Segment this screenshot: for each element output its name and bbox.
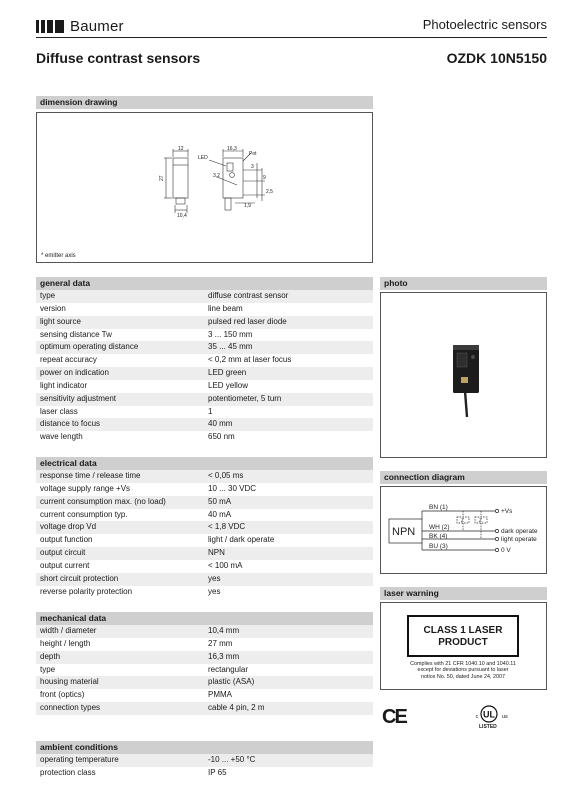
- electrical-data-heading: electrical data: [36, 457, 373, 470]
- terminal-light-operate: light operate: [501, 536, 537, 543]
- ambient-conditions-heading: ambient conditions: [36, 741, 373, 754]
- electrical-data-table: [36, 470, 373, 598]
- dim-width-12: 12: [178, 146, 184, 152]
- dim-9: 9: [263, 175, 266, 181]
- terminal-vs: +Vs: [501, 508, 513, 515]
- dim-3: 3: [251, 164, 254, 170]
- product-category: Photoelectric sensors: [422, 17, 547, 32]
- table-row: power on indication LED green: [36, 367, 373, 380]
- page-header: [36, 16, 547, 38]
- connection-diagram: [381, 487, 546, 573]
- dim-led: LED: [198, 155, 208, 161]
- table-row: optimum operating distance 35 ... 45 mm: [36, 341, 373, 354]
- table-row: protection class IP 65: [40, 767, 227, 777]
- table-row: output current < 100 mA: [40, 560, 243, 570]
- sensor-photo-image: [381, 293, 546, 457]
- table-row: type rectangular: [40, 664, 249, 674]
- table-row: operating temperature -10 ... +50 °C: [36, 754, 373, 767]
- dim-pot: Pot: [249, 151, 257, 157]
- ul-c-text: c: [475, 714, 479, 720]
- laser-class-label: [407, 615, 519, 657]
- brand-name: Baumer: [70, 18, 124, 35]
- ul-us-text: us: [502, 714, 508, 720]
- dim-25: 2,5: [266, 189, 273, 195]
- dimension-heading: dimension drawing: [36, 96, 373, 109]
- brand-logo: [36, 18, 124, 35]
- laser-compliance-note: Complies with 21 CFR 1040.10 and 1040.11 except for deviations pursuant to laser notice No. 50, dated June 24, 2007: [410, 661, 516, 680]
- dim-height-27: 27: [159, 175, 165, 181]
- table-row: wave length 650 nm: [40, 432, 235, 442]
- laser-warning-panel: [380, 602, 547, 690]
- table-row: width / diameter 10,4 mm: [36, 625, 373, 638]
- table-row: laser class 1: [40, 406, 213, 416]
- table-row: light indicator LED yellow: [40, 380, 249, 390]
- connection-diagram-panel: [380, 486, 547, 574]
- laser-warning-heading: laser warning: [380, 587, 547, 600]
- table-row: current consumption max. (no load) 50 mA: [36, 496, 373, 509]
- laser-class-line2: PRODUCT: [438, 637, 488, 648]
- wire-bk: BK (4): [429, 533, 448, 540]
- table-row: distance to focus 40 mm: [36, 418, 373, 431]
- wire-wh: WH (2): [429, 524, 450, 531]
- npn-label: NPN: [392, 526, 416, 538]
- terminal-dark-operate: dark operate: [501, 528, 538, 535]
- dim-19: 1,9: [244, 203, 251, 209]
- photo-heading: photo: [380, 277, 547, 290]
- page-title: Diffuse contrast sensors: [36, 50, 201, 66]
- table-row: [36, 715, 373, 728]
- zener-label: Z: [479, 518, 483, 524]
- table-row: version line beam: [40, 303, 243, 313]
- logo-bars-icon: [36, 20, 64, 33]
- product-code: OZDK 10N5150: [446, 50, 547, 66]
- dim-104: 10,4: [177, 213, 187, 219]
- table-row: repeat accuracy < 0,2 mm at laser focus: [40, 355, 292, 365]
- mechanical-data-heading: mechanical data: [36, 612, 373, 625]
- terminal-0v: 0 V: [501, 547, 511, 554]
- table-row: type diffuse contrast sensor: [36, 290, 373, 303]
- table-row: voltage drop Vd < 1,8 VDC: [36, 521, 373, 534]
- mechanical-data-table: [36, 625, 373, 728]
- zener-label: Z: [461, 518, 465, 524]
- connection-diagram-heading: connection diagram: [380, 471, 547, 484]
- photo-panel: [380, 292, 547, 458]
- table-row: height / length 27 mm: [40, 638, 233, 648]
- ul-core-text: UL: [483, 709, 495, 720]
- ambient-conditions-table: [36, 754, 373, 780]
- table-row: depth 16,3 mm: [36, 651, 373, 664]
- table-row: output circuit NPN: [36, 547, 373, 560]
- ce-mark-icon: CE: [382, 706, 406, 728]
- laser-class-line1: CLASS 1 LASER: [423, 625, 503, 636]
- wire-bn: BN (1): [429, 504, 448, 511]
- table-row: current consumption typ. 40 mA: [40, 509, 232, 519]
- table-row: short circuit protection yes: [36, 573, 373, 586]
- table-row: response time / release time < 0,05 ms: [36, 470, 373, 483]
- dim-depth-163: 16,3: [227, 146, 237, 152]
- table-row: voltage supply range +Vs 10 ... 30 VDC: [40, 483, 257, 493]
- table-row: sensitivity adjustment potentiometer, 5 turn: [36, 393, 373, 406]
- table-row: sensing distance Tw 3 ... 150 mm: [40, 329, 253, 339]
- dim-32: 3,2: [213, 173, 220, 179]
- general-data-heading: general data: [36, 277, 373, 290]
- table-row: connection types cable 4 pin, 2 m: [36, 702, 373, 715]
- table-row: output function light / dark operate: [40, 535, 275, 545]
- dimension-drawing-panel: [36, 112, 373, 263]
- table-row: light source pulsed red laser diode: [36, 316, 373, 329]
- dimension-drawing: [37, 113, 372, 262]
- ul-listed-text: LISTED: [479, 724, 497, 730]
- table-row: front (optics) PMMA: [40, 690, 232, 700]
- emitter-note: * emitter axis: [41, 253, 76, 259]
- general-data-table: [36, 290, 373, 444]
- table-row: housing material plastic (ASA): [36, 676, 373, 689]
- table-row: reverse polarity protection yes: [40, 586, 221, 596]
- wire-bu: BU (3): [429, 543, 448, 550]
